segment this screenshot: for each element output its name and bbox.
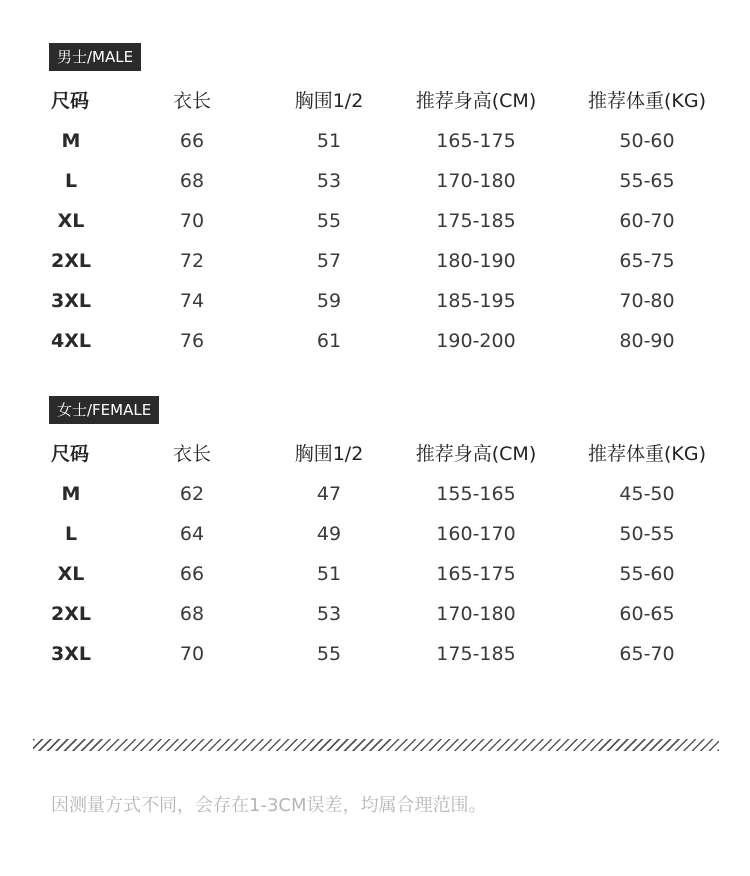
chest-cell: 57 xyxy=(316,250,342,272)
chest-cell: 49 xyxy=(316,523,342,545)
chest-cell: 47 xyxy=(316,483,342,505)
header-chest: 胸围1/2 xyxy=(294,443,364,465)
table-row xyxy=(0,321,750,361)
size-cell: M xyxy=(61,130,81,152)
size-cell: XL xyxy=(57,563,85,585)
weight-cell: 45-50 xyxy=(619,483,675,505)
table-row xyxy=(0,594,750,634)
height-cell: 170-180 xyxy=(436,170,516,192)
header-chest: 胸围1/2 xyxy=(294,90,364,112)
weight-cell: 70-80 xyxy=(619,290,675,312)
length-cell: 70 xyxy=(179,643,205,665)
chest-cell: 51 xyxy=(316,130,342,152)
header-size: 尺码 xyxy=(51,90,90,112)
height-cell: 180-190 xyxy=(436,250,516,272)
weight-cell: 65-70 xyxy=(619,643,675,665)
height-cell: 190-200 xyxy=(436,330,516,352)
table-row xyxy=(0,554,750,594)
length-cell: 68 xyxy=(179,603,205,625)
height-cell: 170-180 xyxy=(436,603,516,625)
length-cell: 74 xyxy=(179,290,205,312)
length-cell: 62 xyxy=(179,483,205,505)
height-cell: 155-165 xyxy=(436,483,516,505)
female-section-label: 女士/FEMALE xyxy=(49,396,159,424)
table-header-row xyxy=(0,434,750,474)
measurement-footnote: 因测量方式不同，会存在1-3CM误差，均属合理范围。 xyxy=(51,795,487,816)
weight-cell: 60-70 xyxy=(619,210,675,232)
weight-cell: 50-60 xyxy=(619,130,675,152)
size-cell: L xyxy=(64,523,78,545)
table-row xyxy=(0,201,750,241)
height-cell: 175-185 xyxy=(436,210,516,232)
header-weight: 推荐体重(KG) xyxy=(587,90,707,112)
hatched-divider xyxy=(33,739,719,751)
weight-cell: 80-90 xyxy=(619,330,675,352)
size-cell: 2XL xyxy=(51,250,91,272)
size-cell: 3XL xyxy=(51,290,91,312)
table-row xyxy=(0,161,750,201)
chest-cell: 55 xyxy=(316,210,342,232)
size-cell: 2XL xyxy=(51,603,91,625)
chest-cell: 53 xyxy=(316,170,342,192)
table-row xyxy=(0,634,750,674)
header-height: 推荐身高(CM) xyxy=(415,443,537,465)
chest-cell: 51 xyxy=(316,563,342,585)
size-cell: XL xyxy=(57,210,85,232)
size-cell: 3XL xyxy=(51,643,91,665)
female-size-table xyxy=(0,434,750,674)
height-cell: 165-175 xyxy=(436,130,516,152)
length-cell: 76 xyxy=(179,330,205,352)
male-size-table xyxy=(0,81,750,361)
length-cell: 72 xyxy=(179,250,205,272)
chest-cell: 61 xyxy=(316,330,342,352)
header-length: 衣长 xyxy=(172,90,212,112)
male-section-label: 男士/MALE xyxy=(49,43,141,71)
weight-cell: 50-55 xyxy=(619,523,675,545)
length-cell: 70 xyxy=(179,210,205,232)
chest-cell: 59 xyxy=(316,290,342,312)
height-cell: 175-185 xyxy=(436,643,516,665)
size-cell: M xyxy=(61,483,81,505)
weight-cell: 55-60 xyxy=(619,563,675,585)
table-row xyxy=(0,241,750,281)
table-row xyxy=(0,514,750,554)
header-weight: 推荐体重(KG) xyxy=(587,443,707,465)
chest-cell: 53 xyxy=(316,603,342,625)
size-cell: L xyxy=(64,170,78,192)
table-header-row xyxy=(0,81,750,121)
length-cell: 64 xyxy=(179,523,205,545)
height-cell: 185-195 xyxy=(436,290,516,312)
table-row xyxy=(0,121,750,161)
weight-cell: 55-65 xyxy=(619,170,675,192)
height-cell: 160-170 xyxy=(436,523,516,545)
height-cell: 165-175 xyxy=(436,563,516,585)
length-cell: 66 xyxy=(179,130,205,152)
size-cell: 4XL xyxy=(51,330,91,352)
length-cell: 66 xyxy=(179,563,205,585)
table-row xyxy=(0,474,750,514)
header-size: 尺码 xyxy=(51,443,90,465)
weight-cell: 65-75 xyxy=(619,250,675,272)
weight-cell: 60-65 xyxy=(619,603,675,625)
header-length: 衣长 xyxy=(172,443,212,465)
header-height: 推荐身高(CM) xyxy=(415,90,537,112)
table-row xyxy=(0,281,750,321)
length-cell: 68 xyxy=(179,170,205,192)
chest-cell: 55 xyxy=(316,643,342,665)
